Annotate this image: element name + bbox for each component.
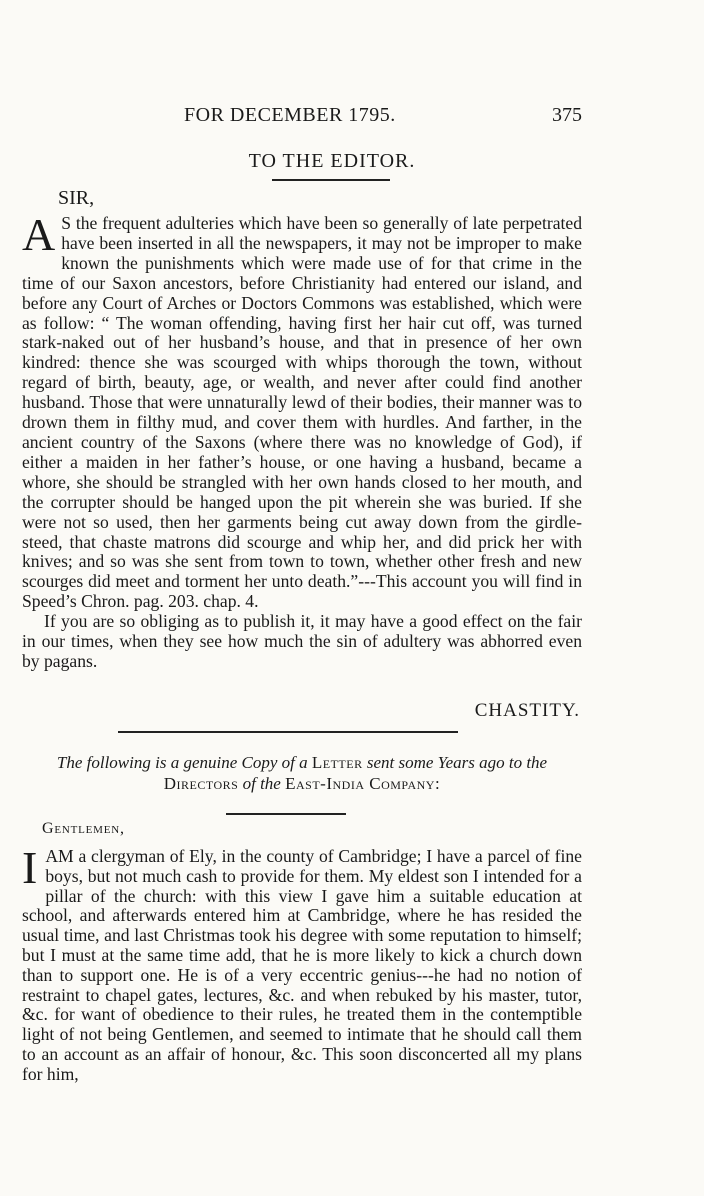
page-number: 375 bbox=[552, 104, 582, 126]
intro-text: of the bbox=[242, 774, 281, 793]
letter-intro bbox=[22, 752, 582, 794]
drop-cap: I bbox=[22, 842, 38, 893]
drop-cap: A bbox=[22, 209, 56, 260]
signature: CHASTITY. bbox=[474, 700, 580, 721]
short-divider bbox=[226, 813, 346, 815]
letter-heading-block bbox=[22, 150, 582, 181]
letter-paragraph: If you are so obliging as to publish it, it may have a good effect on the fair in our times, when they see how much the sin of adultery was abhorred even by pagans. bbox=[22, 611, 582, 671]
intro-smallcaps: East-India Company: bbox=[285, 774, 441, 793]
running-head bbox=[22, 100, 582, 130]
paragraph-text: S the frequent adulteries which have been so generally of late perpetrated have been inserted in all the newspapers, it may not be improper to make known the punishments which were made use of for that crime in the time of our Saxon ancestors, before Christianity had entered our island, and before any Court of Arches or Doctors Commons was established, which were as follow: “ The woman offending, having first her hair cut off, was turned stark-naked out of her husband’s house, and that in presence of her own kindred: thence she was scourged with whips thorough the town, without regard of birth, beauty, age, or wealth, and never after could find another husband. Those that were unnaturally lewd of their bodies, their manner was to drown them in filthy mud, and cover them with hurdles. And farther, in the ancient country of the Saxons (where there was no knowledge of God), if either a maiden in her father’s house, or one having a husband, became a whore, she should be strangled with her own hands closed to her mouth, and the corrupter should be hanged upon the pit wherein she was buried. If she were not so used, then her garments being cut away down from the girdle-steed, that chaste matrons did scourge and whip her, and did prick her with knives; and so was she sent from town to town, whether other fresh and new scourges did meet and torment her unto death.”---This account you will find in Speed’s Chron. pag. 203. chap. 4. bbox=[22, 213, 582, 612]
letter-body bbox=[22, 209, 582, 672]
intro-text: sent some Years ago to the bbox=[366, 753, 548, 772]
letter-salutation: SIR, bbox=[58, 187, 95, 209]
section-divider bbox=[118, 731, 458, 733]
letter-paragraph bbox=[22, 209, 582, 612]
running-head-title: FOR DECEMBER 1795. bbox=[184, 104, 396, 126]
letter2-salutation: Gentlemen, bbox=[42, 820, 125, 837]
heading-rule bbox=[272, 179, 390, 181]
letter-heading: TO THE EDITOR. bbox=[248, 150, 416, 172]
letter2-body bbox=[22, 842, 582, 1085]
intro-smallcaps: Letter bbox=[311, 753, 363, 772]
letter2-paragraph bbox=[22, 842, 582, 1085]
paragraph-text: AM a clergyman of Ely, in the county of Cambridge; I have a parcel of fine boys, but not much cash to provide for them. My eldest son I intended for a pillar of the church: with this view I gave him a suitable education at school, and afterwards entered him at Cambridge, where he has resided the usual time, and last Christmas took his degree with some reputation to himself; but I must at the same time add, that he is more likely to kick a church down than to support one. He is of a very eccentric genius---he had no notion of restraint to chapel gates, lectures, &c. and when rebuked by his master, tutor, &c. for want of obedience to their rules, he treated them in the contemptible light of not being Gentlemen, and seemed to intimate that he should call them to an account as an affair of honour, &c. This soon disconcerted all my plans for him, bbox=[22, 846, 582, 1084]
intro-smallcaps: Directors bbox=[163, 774, 239, 793]
intro-text: The following is a genuine Copy of a bbox=[56, 753, 308, 772]
